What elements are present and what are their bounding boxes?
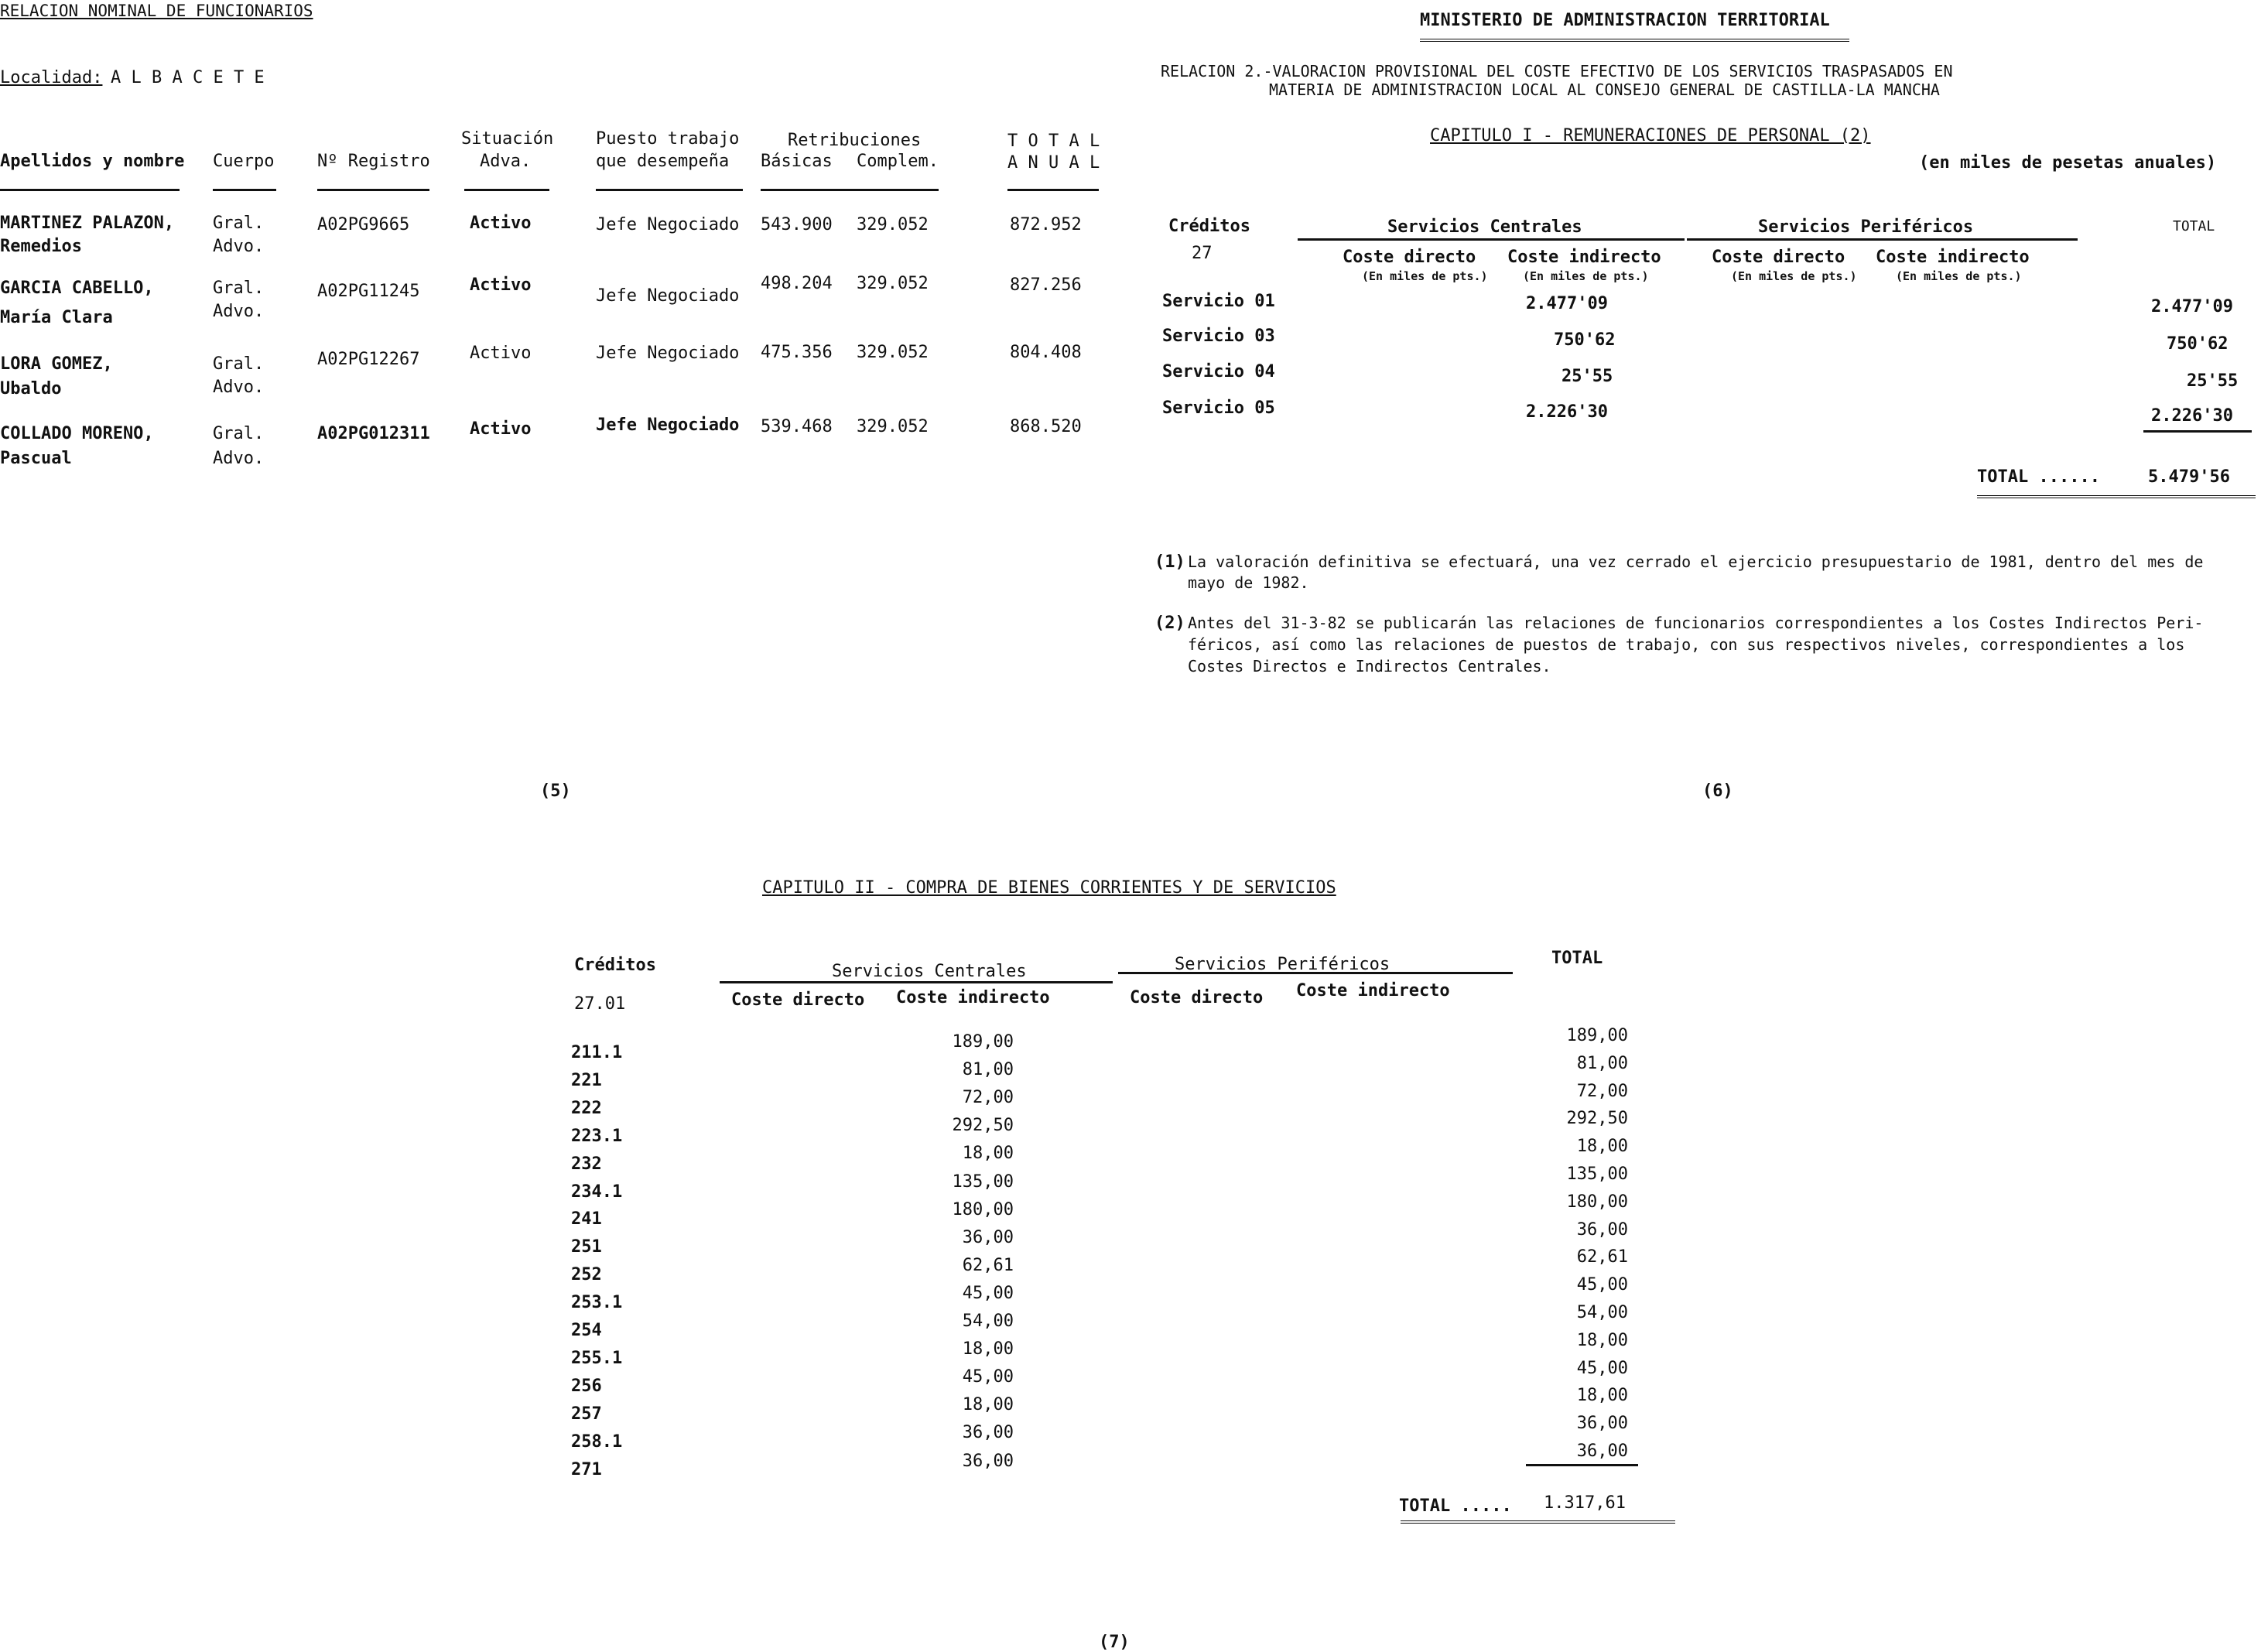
- indirect-cost-value: 2.477'09: [1526, 294, 1608, 313]
- corps-2: Advo.: [213, 237, 265, 256]
- service-label: Servicio 05: [1162, 398, 1275, 418]
- chapter-title: CAPITULO II - COMPRA DE BIENES CORRIENTES Y DE SERVICIOS: [762, 878, 1336, 898]
- direct-cost-header: Coste directo: [1712, 248, 1845, 267]
- relation-title: RELACION 2.-VALORACION PROVISIONAL DEL COSTE EFECTIVO DE LOS SERVICIOS TRASPASADOS EN: [1161, 62, 1953, 80]
- employee-name: LORA GOMEZ,: [0, 354, 113, 374]
- situation: Activo: [470, 275, 532, 295]
- footnote-1-cont: mayo de 1982.: [1188, 573, 1309, 592]
- indirect-cost-value: 81,00: [962, 1060, 1014, 1080]
- central-services-header: Servicios Centrales: [832, 962, 1027, 981]
- units-subheader: (En miles de pts.): [1896, 269, 2022, 283]
- situation: Activo: [470, 214, 532, 233]
- employee-name: MARTINEZ PALAZON,: [0, 214, 175, 233]
- col-header-registry: Nº Registro: [317, 152, 430, 171]
- total-header: TOTAL: [2173, 218, 2215, 234]
- service-label: Servicio 04: [1162, 362, 1275, 381]
- indirect-cost-value: 18,00: [962, 1339, 1014, 1360]
- indirect-cost-value: 25'55: [1561, 367, 1613, 386]
- total-value: 18,00: [1576, 1330, 1628, 1350]
- rule: [1687, 238, 2078, 241]
- page-number: (6): [1702, 782, 1733, 801]
- indirect-cost-value: 189,00: [952, 1032, 1014, 1052]
- col-header-complem: Complem.: [857, 152, 939, 171]
- registry: A02PG11245: [317, 282, 420, 301]
- locality-label: Localidad:: [0, 68, 103, 87]
- annual-total: 804.408: [1010, 343, 1082, 362]
- indirect-cost-header: Coste indirecto: [1876, 248, 2030, 267]
- col-header-annual: A N U A L: [1007, 153, 1100, 173]
- double-rule: [1401, 1520, 1675, 1524]
- registry: A02PG012311: [317, 424, 430, 443]
- credit-code: 258.1: [571, 1431, 623, 1452]
- page-number: (5): [540, 782, 571, 801]
- peripheral-services-header: Servicios Periféricos: [1758, 217, 1974, 237]
- units-subheader: (En miles de pts.): [1731, 269, 1857, 283]
- total-value: 54,00: [1576, 1303, 1628, 1322]
- situation: Activo: [470, 344, 532, 363]
- indirect-cost-value: 750'62: [1554, 330, 1616, 350]
- total-value: 2.226'30: [2151, 406, 2233, 426]
- corps: Gral.: [213, 424, 265, 443]
- creditos-label: Créditos: [1168, 217, 1250, 236]
- indirect-cost-value: 18,00: [962, 1144, 1014, 1164]
- rule: [0, 189, 180, 191]
- complem-pay: 329.052: [857, 215, 929, 234]
- total-value: 2.477'09: [2151, 297, 2233, 316]
- credit-code: 222: [571, 1098, 602, 1118]
- col-header-name: Apellidos y nombre: [0, 152, 185, 171]
- credit-code: 232: [571, 1154, 602, 1174]
- col-header-basic: Básicas: [761, 152, 833, 171]
- total-value: 36,00: [1576, 1442, 1628, 1461]
- relation-title-2: MATERIA DE ADMINISTRACION LOCAL AL CONSEJO GENERAL DE CASTILLA-LA MANCHA: [1269, 80, 1940, 99]
- grand-total-value: 1.317,61: [1544, 1493, 1626, 1513]
- creditos-number: 27: [1192, 244, 1213, 263]
- credit-code: 234.1: [571, 1182, 623, 1202]
- rule: [1526, 1464, 1638, 1466]
- employee-firstname: Remedios: [0, 237, 82, 256]
- indirect-cost-value: 45,00: [962, 1283, 1014, 1303]
- direct-cost-header: Coste directo: [731, 990, 865, 1010]
- rule: [1007, 189, 1099, 191]
- credit-code: 241: [571, 1209, 602, 1230]
- indirect-cost-value: 45,00: [962, 1367, 1014, 1387]
- employee-name: GARCIA CABELLO,: [0, 279, 154, 298]
- total-value: 45,00: [1576, 1275, 1628, 1295]
- credit-code: 223.1: [571, 1126, 623, 1146]
- credit-code: 255.1: [571, 1348, 623, 1368]
- col-header-retributions: Retribuciones: [788, 131, 922, 150]
- col-header-job: Puesto trabajo: [596, 129, 740, 149]
- credit-code: 257: [571, 1404, 602, 1424]
- corps: Gral.: [213, 279, 265, 298]
- employee-firstname: María Clara: [0, 308, 113, 327]
- basic-pay: 475.356: [761, 343, 833, 362]
- footnote-2-cont: féricos, así como las relaciones de puestos de trabajo, con sus respectivos niveles, correspondientes a los: [1188, 635, 2185, 654]
- col-header-corps: Cuerpo: [213, 152, 275, 171]
- annual-total: 827.256: [1010, 275, 1082, 295]
- indirect-cost-value: 2.226'30: [1526, 402, 1608, 422]
- total-value: 292,50: [1566, 1109, 1628, 1129]
- indirect-cost-value: 72,00: [962, 1088, 1014, 1108]
- indirect-cost-value: 292,50: [952, 1116, 1014, 1136]
- corps: Gral.: [213, 354, 265, 374]
- complem-pay: 329.052: [857, 274, 929, 293]
- total-value: 62,61: [1576, 1247, 1628, 1267]
- indirect-cost-value: 36,00: [962, 1227, 1014, 1247]
- page-5-heading: RELACION NOMINAL DE FUNCIONARIOS: [0, 2, 313, 20]
- basic-pay: 498.204: [761, 274, 833, 293]
- job: Jefe Negociado: [596, 215, 740, 234]
- total-value: 18,00: [1576, 1386, 1628, 1406]
- indirect-cost-value: 18,00: [962, 1395, 1014, 1415]
- col-header-job-2: que desempeña: [596, 152, 730, 171]
- corps: Gral.: [213, 214, 265, 233]
- job: Jefe Negociado: [596, 286, 740, 306]
- grand-total-label: TOTAL ......: [1977, 467, 2100, 487]
- rule: [464, 189, 549, 191]
- total-value: 135,00: [1566, 1165, 1628, 1184]
- indirect-cost-value: 62,61: [962, 1255, 1014, 1275]
- total-value: 189,00: [1566, 1026, 1628, 1045]
- indirect-cost-value: 180,00: [952, 1199, 1014, 1219]
- peripheral-services-header: Servicios Periféricos: [1175, 955, 1390, 974]
- units-note: (en miles de pesetas anuales): [1919, 153, 2217, 173]
- indirect-cost-header: Coste indirecto: [896, 988, 1050, 1007]
- total-value: 18,00: [1576, 1137, 1628, 1157]
- job: Jefe Negociado: [596, 344, 740, 363]
- credit-code: 211.1: [571, 1043, 623, 1062]
- registry: A02PG9665: [317, 215, 410, 234]
- basic-pay: 539.468: [761, 417, 833, 436]
- direct-cost-header: Coste directo: [1343, 248, 1476, 267]
- credit-code: 256: [571, 1376, 602, 1396]
- footnote-2: Antes del 31-3-82 se publicarán las relaciones de funcionarios correspondientes a los Costes Indirectos Peri-: [1188, 614, 2204, 632]
- credit-code: 221: [571, 1070, 602, 1090]
- total-value: 180,00: [1566, 1192, 1628, 1212]
- total-header: TOTAL: [1551, 949, 1603, 968]
- units-subheader: (En miles de pts.): [1523, 269, 1649, 283]
- total-value: 25'55: [2187, 371, 2239, 391]
- rule: [1118, 972, 1513, 974]
- credit-code: 251: [571, 1237, 602, 1257]
- corps-2: Advo.: [213, 449, 265, 468]
- indirect-cost-value: 135,00: [952, 1171, 1014, 1192]
- indirect-cost-value: 36,00: [962, 1423, 1014, 1443]
- corps-2: Advo.: [213, 378, 265, 397]
- credit-code: 252: [571, 1265, 602, 1285]
- annual-total: 868.520: [1010, 417, 1082, 436]
- total-value: 72,00: [1576, 1081, 1628, 1101]
- grand-total-value: 5.479'56: [2148, 467, 2230, 487]
- creditos-number: 27.01: [574, 994, 626, 1014]
- total-value: 81,00: [1576, 1053, 1628, 1073]
- complem-pay: 329.052: [857, 417, 929, 436]
- indirect-cost-header: Coste indirecto: [1296, 981, 1450, 1000]
- total-value: 750'62: [2167, 334, 2229, 354]
- footnote-1: La valoración definitiva se efectuará, una vez cerrado el ejercicio presupuestario de 1981, dentro del mes de: [1188, 552, 2204, 571]
- indirect-cost-value: 36,00: [962, 1451, 1014, 1471]
- corps-2: Advo.: [213, 302, 265, 321]
- rule: [761, 189, 939, 191]
- service-label: Servicio 01: [1162, 292, 1275, 311]
- employee-name: COLLADO MORENO,: [0, 424, 154, 443]
- employee-firstname: Ubaldo: [0, 379, 62, 398]
- rule: [596, 189, 743, 191]
- rule: [1298, 238, 1685, 241]
- indirect-cost-header: Coste indirecto: [1507, 248, 1661, 267]
- rule: [720, 981, 1113, 983]
- col-header-total: T O T A L: [1007, 132, 1100, 151]
- double-rule: [1420, 39, 1849, 42]
- footnote-number: (2): [1154, 614, 1185, 633]
- total-value: 45,00: [1576, 1358, 1628, 1378]
- chapter-title: CAPITULO I - REMUNERACIONES DE PERSONAL (2): [1430, 126, 1871, 145]
- double-rule: [1977, 495, 2256, 498]
- rule: [2143, 430, 2252, 433]
- central-services-header: Servicios Centrales: [1387, 217, 1582, 237]
- units-subheader: (En miles de pts.): [1362, 269, 1488, 283]
- registry: A02PG12267: [317, 350, 420, 369]
- footnote-2-cont: Costes Directos e Indirectos Centrales.: [1188, 657, 1551, 676]
- direct-cost-header: Coste directo: [1130, 988, 1264, 1007]
- page-number: (7): [1099, 1633, 1130, 1652]
- col-header-situation-2: Adva.: [480, 152, 532, 171]
- rule: [317, 189, 429, 191]
- credit-code: 253.1: [571, 1293, 623, 1313]
- credit-code: 254: [571, 1321, 602, 1340]
- total-value: 36,00: [1576, 1219, 1628, 1240]
- job: Jefe Negociado: [596, 416, 740, 435]
- creditos-label: Créditos: [574, 956, 656, 975]
- complem-pay: 329.052: [857, 343, 929, 362]
- total-value: 36,00: [1576, 1414, 1628, 1434]
- rule: [213, 189, 276, 191]
- credit-code: 271: [571, 1459, 602, 1479]
- situation: Activo: [470, 419, 532, 439]
- grand-total-label: TOTAL .....: [1399, 1496, 1512, 1516]
- footnote-number: (1): [1154, 552, 1185, 572]
- service-label: Servicio 03: [1162, 327, 1275, 346]
- annual-total: 872.952: [1010, 215, 1082, 234]
- col-header-situation: Situación: [461, 129, 554, 149]
- locality-value: A L B A C E T E: [111, 68, 265, 87]
- indirect-cost-value: 54,00: [962, 1312, 1014, 1331]
- employee-firstname: Pascual: [0, 449, 72, 468]
- basic-pay: 543.900: [761, 215, 833, 234]
- ministry-title: MINISTERIO DE ADMINISTRACION TERRITORIAL: [1420, 11, 1830, 30]
